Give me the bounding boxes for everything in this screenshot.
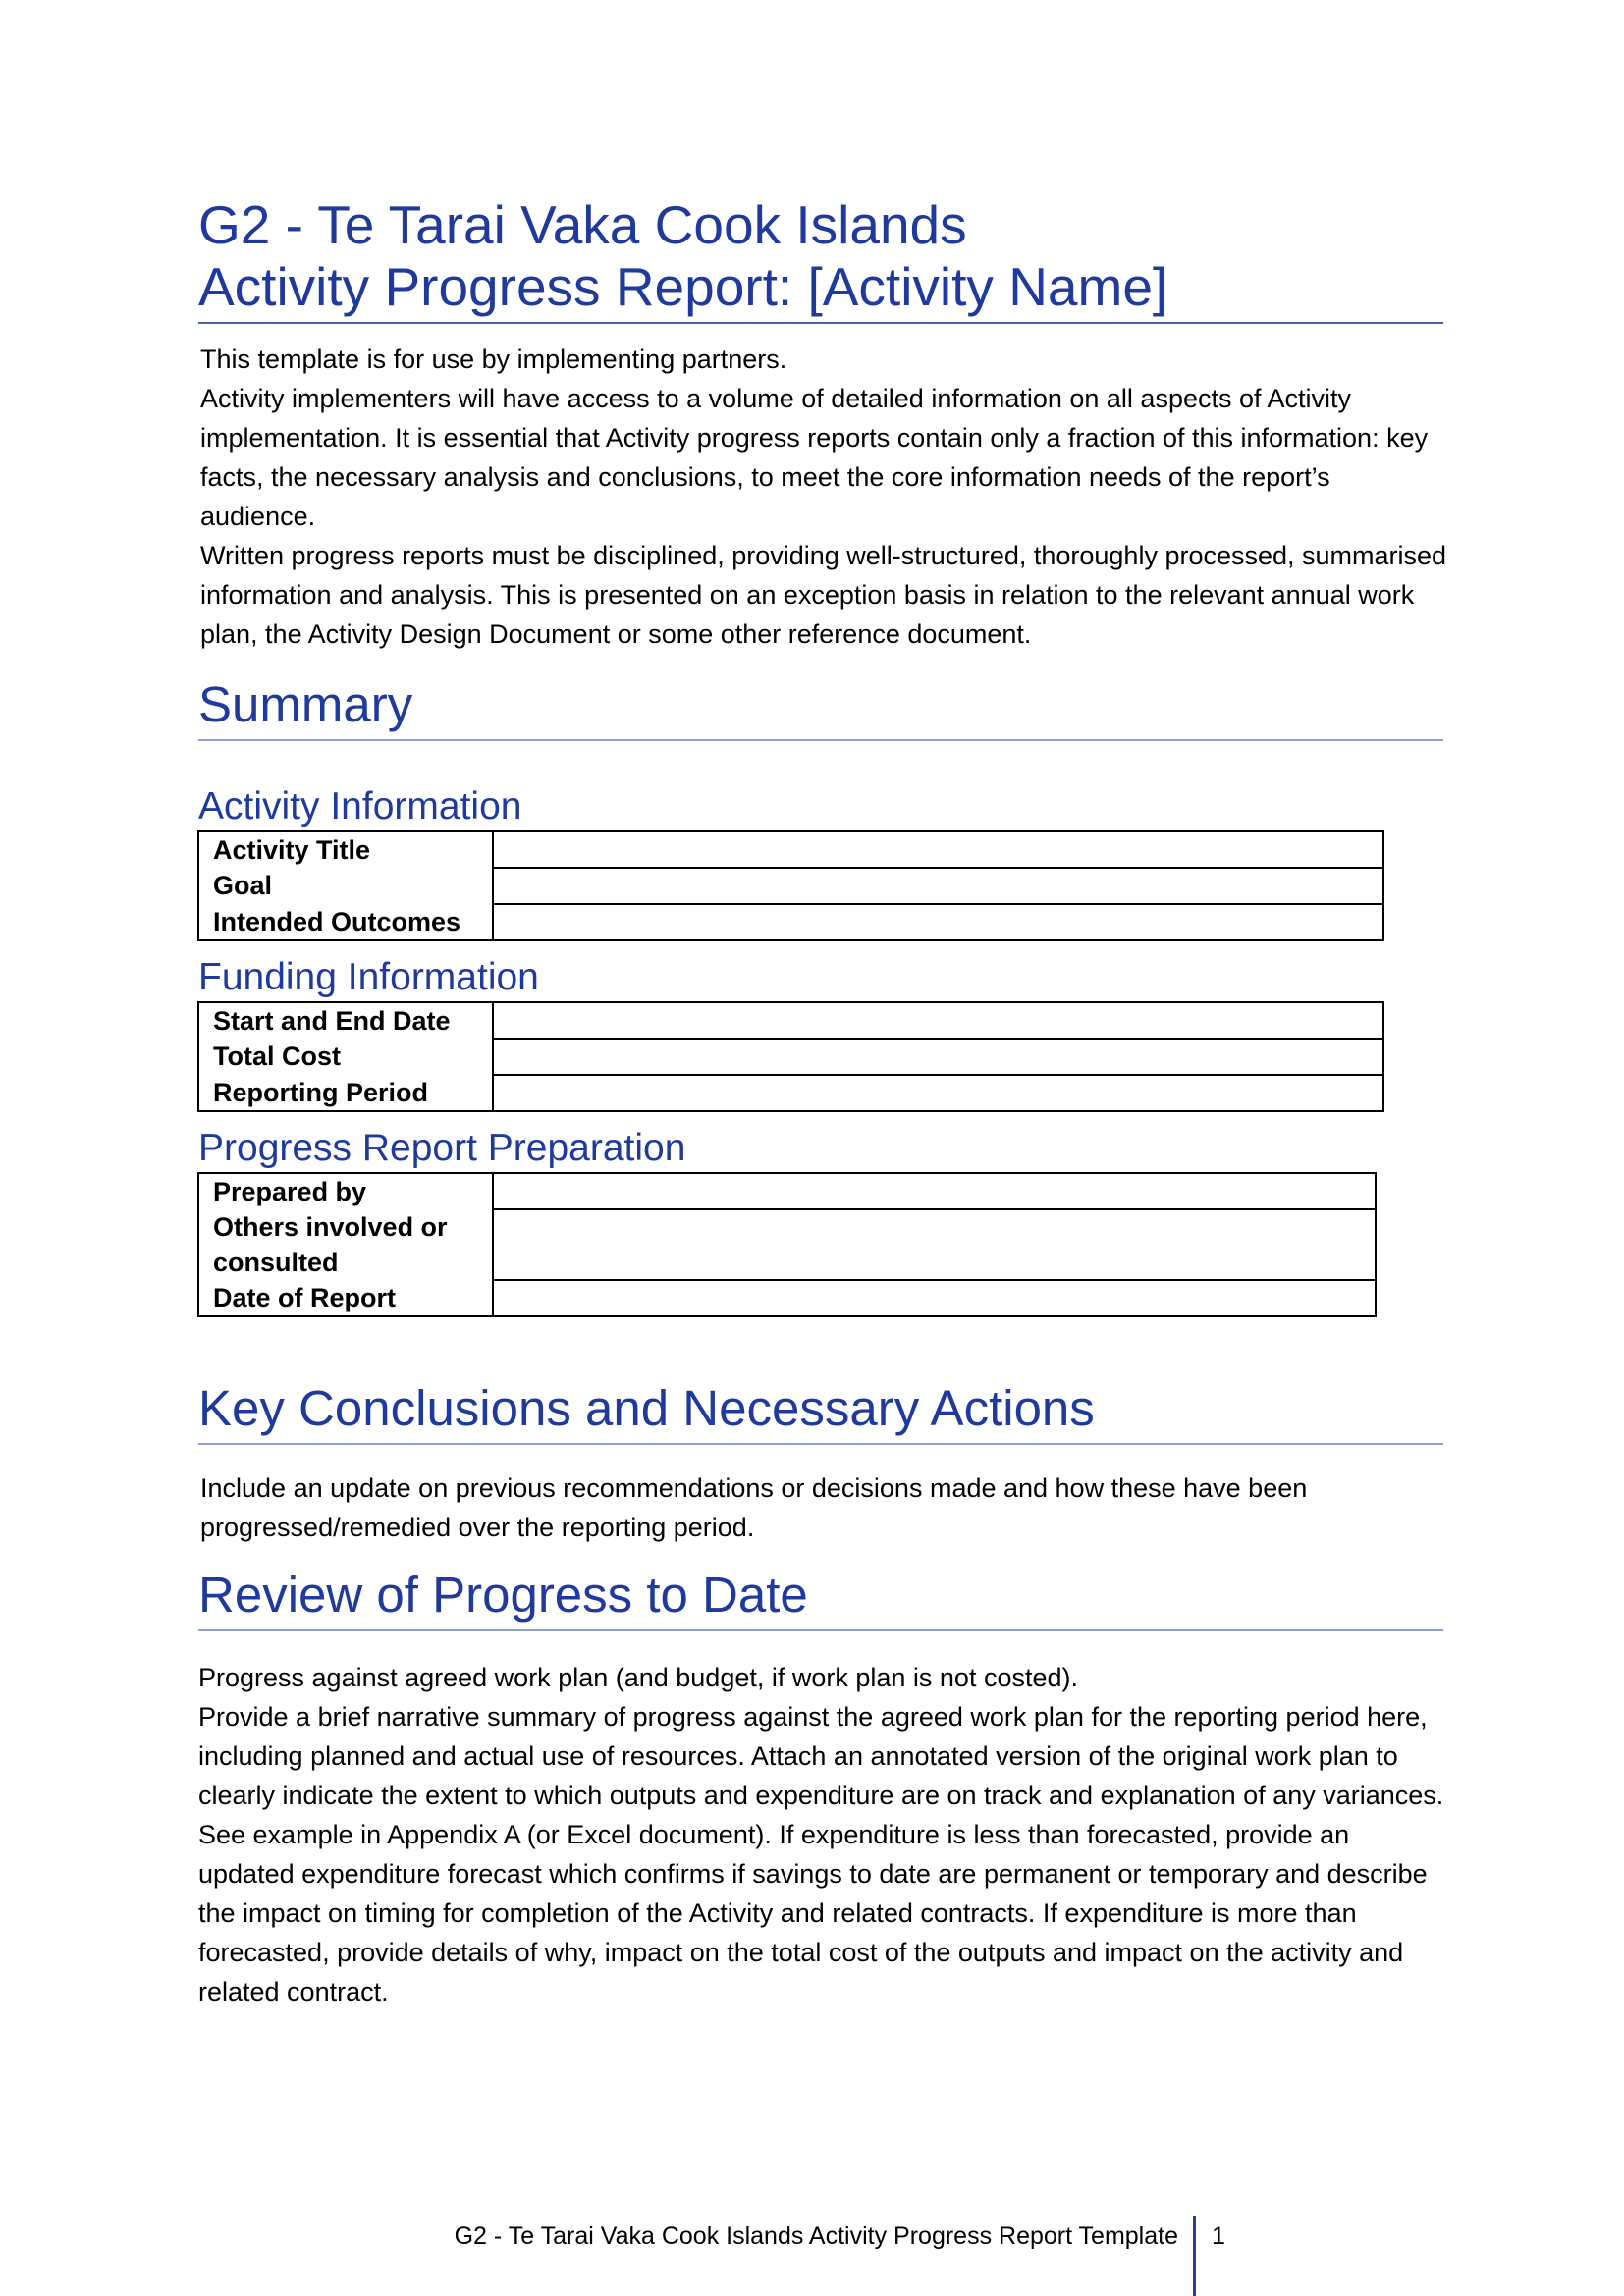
preparation-heading: Progress Report Preparation [198,1127,686,1169]
others-involved-field[interactable] [493,1209,1376,1280]
row-label: Intended Outcomes [198,904,493,940]
start-end-date-field[interactable] [493,1002,1383,1039]
intro-paragraph-1: This template is for use by implementing partners. [200,345,787,374]
prepared-by-field[interactable] [493,1173,1376,1209]
title-line-1: G2 - Te Tarai Vaka Cook Islands [198,194,967,255]
row-label: Others involved or consulted [198,1209,493,1280]
table-row [198,1002,1383,1039]
row-label: Date of Report [198,1280,493,1316]
table-row [198,1075,1383,1111]
footer-divider [1193,2216,1196,2296]
key-conclusions-heading: Key Conclusions and Necessary Actions [198,1380,1443,1445]
table-row [198,1039,1383,1075]
footer-text: G2 - Te Tarai Vaka Cook Islands Activity Progress Report Template [454,2222,1178,2250]
intro-section [200,340,1447,654]
document-title [198,194,1443,324]
total-cost-field[interactable] [493,1039,1383,1075]
page-number: 1 [1212,2222,1225,2250]
page-footer [0,2199,1624,2296]
summary-heading: Summary [198,676,1443,741]
table-row [198,831,1383,868]
row-label: Total Cost [198,1039,493,1075]
table-row [198,1280,1376,1316]
goal-field[interactable] [493,868,1383,904]
table-row [198,1209,1376,1280]
activity-info-table [197,830,1384,941]
row-label: Goal [198,868,493,904]
funding-info-table [197,1001,1384,1112]
funding-info-heading: Funding Information [198,956,539,998]
intended-outcomes-field[interactable] [493,904,1383,940]
key-conclusions-text: Include an update on previous recommendations or decisions made and how these have been progressed/remedied over the reporting period. [200,1473,1308,1542]
row-label: Reporting Period [198,1075,493,1111]
review-section [198,1658,1447,2011]
review-paragraph-1: Progress against agreed work plan (and budget, if work plan is not costed). [198,1663,1078,1692]
table-row [198,1173,1376,1209]
row-label: Activity Title [198,831,493,868]
intro-paragraph-3: Written progress reports must be disciplined, providing well-structured, thoroughly processed, summarised information and analysis. This is presented on an exception basis in relation to the relevant annual work plan, the Activity Design Document or some other reference document. [200,541,1447,649]
review-heading: Review of Progress to Date [198,1567,1443,1631]
activity-info-heading: Activity Information [198,785,522,828]
reporting-period-field[interactable] [493,1075,1383,1111]
title-line-2: Activity Progress Report: [Activity Name] [198,256,1168,317]
review-paragraph-2: Provide a brief narrative summary of progress against the agreed work plan for the reporting period here, including planned and actual use of resources. Attach an annotated version of the original work plan to clearly indicate the extent to which outputs and expenditure are on track and explanation of any variances. See example in Appendix A (or Excel document). If expenditure is less than forecasted, provide an updated expenditure forecast which confirms if savings to date are permanent or temporary and describe the impact on timing for completion of the Activity and related contracts. If expenditure is more than forecasted, provide details of why, impact on the total cost of the outputs and impact on the activity and related contract. [198,1702,1444,2006]
intro-paragraph-2: Activity implementers will have access to a volume of detailed information on all aspects of Activity implementation. It is essential that Activity progress reports contain only a fraction of this information: key facts, the necessary analysis and conclusions, to meet the core information needs of the report’s audience. [200,384,1429,531]
row-label: Start and End Date [198,1002,493,1039]
table-row [198,868,1383,904]
date-of-report-field[interactable] [493,1280,1376,1316]
preparation-table [197,1172,1377,1317]
table-row [198,904,1383,940]
row-label: Prepared by [198,1173,493,1209]
activity-title-field[interactable] [493,831,1383,868]
